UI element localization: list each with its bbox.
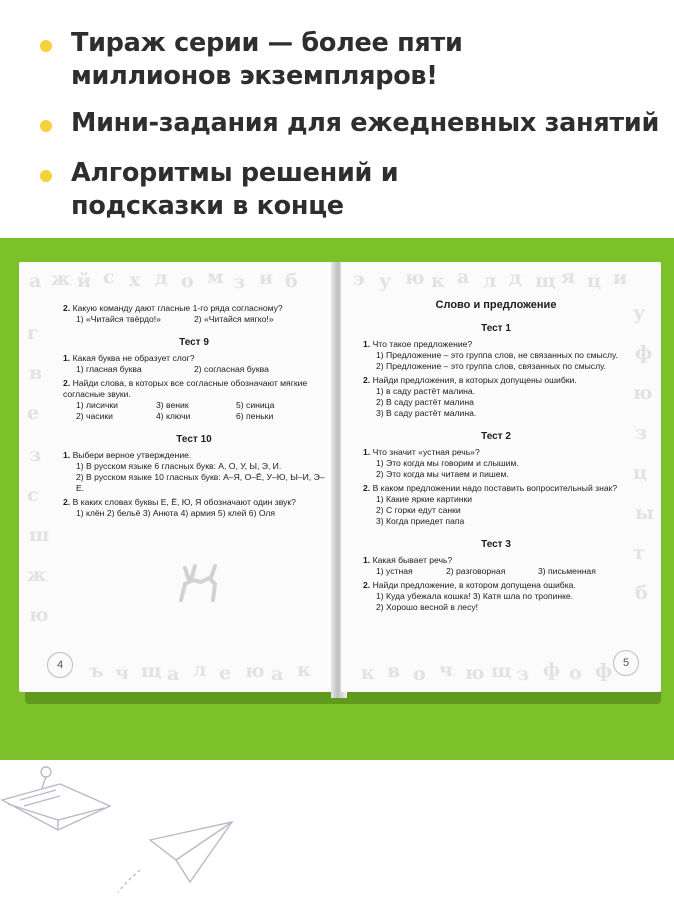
paper-plane-icon [118,822,232,892]
deco-letter-icon: д [155,267,168,289]
deco-letter-icon: ф [635,342,653,364]
deco-letter-icon: б [285,270,298,292]
deco-letter-icon: у [379,270,392,292]
question-text: Найди предложения, в которых допущены ошибки. [372,375,577,385]
deco-letter-icon: о [181,270,194,292]
answer-option: 1) Куда убежала кошка! 3) Катя шла по тропинке. [376,591,574,601]
question-text: Какую команду дают гласные 1-го ряда согласному? [72,303,283,313]
deco-letter-icon: ц [633,462,648,484]
deco-letter-icon: ж [27,564,47,586]
deco-letter-icon: г [27,322,39,344]
deco-letter-icon: к [361,662,375,684]
deco-letter-icon: о [413,663,426,685]
answer-option: 4) ключи [156,411,191,421]
answer-option: 2) часики [76,411,113,421]
question-1: 1. Что значит «устная речь»? [363,447,480,457]
question-text: Какая бывает речь? [372,555,453,565]
footer-doodle-layer [0,760,674,899]
deco-letter-icon: ъ [89,660,104,682]
deco-letter-icon: х [129,269,141,291]
answer-option: 2) В русском языке 10 гласных букв: А–Я, О–Ё, У–Ю, Ы–И, Э–Е. [76,472,325,493]
deco-letter-icon: ю [405,267,425,289]
answer-option: 1) Это когда мы говорим и слышим. [376,458,519,468]
deco-letter-icon: к [431,270,445,292]
deco-letter-icon: о [569,662,582,684]
deco-letter-icon: з [635,422,648,444]
feature-list [0,0,674,238]
question-1: 1. Что такое предложение? [363,339,473,349]
feature-item [40,27,611,93]
deco-letter-icon: б [635,582,648,604]
tack-icon [41,767,51,788]
test-heading: Тест 10 [176,434,212,445]
question-2: 2. Какую команду дают гласные 1-го ряда согласному? [63,303,283,313]
deco-letter-icon: е [219,662,232,684]
deco-letter-icon: ы [635,502,655,524]
deco-letter-icon: к [297,659,311,681]
deco-letter-icon: й [77,270,92,292]
deco-letter-icon: в [387,660,401,682]
deco-letter-icon: щ [141,660,162,682]
deco-letter-icon: т [633,542,645,564]
open-book [19,262,661,704]
deco-letter-icon: ю [245,660,265,682]
left-page-content [63,300,325,519]
deco-letter-icon: а [29,270,42,292]
deco-letter-icon: ю [465,662,485,684]
deco-letter-icon: ю [29,604,49,626]
left-page [19,262,337,692]
deco-letter-icon: д [509,267,522,289]
answer-option: 1) Предложение – это группа слов, не связанных по смыслу. [376,350,618,360]
test-heading: Тест 1 [481,323,511,334]
answer-option: 1) лисички [76,400,118,410]
question-text: Выбери верное утверждение. [72,450,192,460]
answer-option: 1) гласная буква [76,364,142,374]
footer-doodles [0,760,674,899]
right-page-content [363,300,629,613]
answer-option: 1) в саду растёт малина. [376,386,476,396]
deer-doodle-icon [171,560,231,608]
deco-letter-icon: щ [535,270,556,292]
feature-item [40,107,659,140]
test-heading: Тест 2 [481,431,511,442]
feature-text: Мини-задания для ежедневных занятий [71,108,660,138]
question-text: Найди предложение, в котором допущена ошибка. [372,580,576,590]
deco-letter-icon: я [561,266,576,288]
answer-option: 3) В саду растёт малина. [376,408,477,418]
answer-option: 3) веник [156,400,189,410]
deco-letter-icon: щ [491,660,512,682]
answer-option: 3) письменная [538,566,596,576]
answer-row [63,364,325,375]
deco-letter-icon: з [29,444,42,466]
deco-letter-icon: ф [595,660,613,682]
deco-letter-icon: ф [543,659,561,681]
deco-letter-icon: е [27,402,40,424]
deco-letter-icon: а [167,663,180,685]
deco-letter-icon: ц [587,270,602,292]
answer-option: 2) С горки едут санки [376,505,461,515]
deco-letter-icon: ш [29,524,50,546]
question-text: Какая буква не образует слог? [72,353,195,363]
question-text: Найди слова, в которых все согласные обозначают мягкие согласные звуки. [63,378,308,399]
test-heading: Тест 3 [481,539,511,550]
question-2: 2. В каком предложении надо поставить вопросительный знак? [363,483,618,493]
page-number-right: 5 [613,650,639,676]
deco-letter-icon: л [193,659,207,681]
question-1: 1. Выбери верное утверждение. [63,450,192,460]
answer-option: 3) Когда приедет папа [376,516,465,526]
bullet-dot-icon [40,120,52,132]
deco-letter-icon: с [103,266,115,288]
answer-option: 1) В русском языке 6 гласных букв: А, О, У, Ы, Э, И. [76,461,282,471]
question-1: 1. Какая буква не образует слог? [63,353,195,363]
question-1: 1. Какая бывает речь? [363,555,453,565]
answer-option: 1) клён 2) бельё 3) Анюта 4) армия 5) клей 6) Оля [76,508,276,518]
answer-option: 6) пеньки [236,411,274,421]
answer-option: 2) Это когда мы читаем и пишем. [376,469,509,479]
answer-option: 5) синица [236,400,275,410]
answer-row [63,400,325,411]
question-2: 2. Найди предложение, в котором допущена ошибка. [363,580,576,590]
answer-option: 2) Хорошо весной в лесу! [376,602,479,612]
feature-text: Тираж серии — более пяти миллионов экземпляров! [71,28,463,91]
feature-text: Алгоритмы решений и подсказки в конце [71,158,399,221]
deco-letter-icon: а [271,663,284,685]
answer-option: 2) «Читайся мягко!» [194,314,274,324]
question-2: 2. В каких словах буквы Е, Ё, Ю, Я обозначают один звук? [63,497,296,507]
deco-letter-icon: ю [633,382,653,404]
question-text: В каких словах буквы Е, Ё, Ю, Я обозначают один звук? [72,497,296,507]
deco-letter-icon: з [233,271,246,293]
notebook-icon [2,784,110,830]
question-text: Что такое предложение? [372,339,473,349]
answer-row [363,566,629,577]
answer-option: 1) устная [376,566,413,576]
deco-letter-icon: у [633,302,646,324]
deco-letter-icon: с [27,484,39,506]
answer-option: 1) «Читайся твёрдо!» [76,314,161,324]
answer-option: 2) разговорная [446,566,506,576]
bullet-dot-icon [40,170,52,182]
right-page [341,262,661,692]
deco-letter-icon: и [259,267,274,289]
deco-letter-icon: м [207,266,224,288]
answer-option: 2) согласная буква [194,364,269,374]
answer-option: 2) Предложение – это группа слов, связанных по смыслу. [376,361,606,371]
deco-letter-icon: и [613,267,628,289]
deco-letter-icon: а [457,266,470,288]
deco-letter-icon: ч [115,662,129,684]
deco-letter-icon: в [29,362,43,384]
feature-item [40,157,551,223]
page-title: Слово и предложение [435,299,557,311]
answer-row [63,411,325,422]
answer-option: 2) В саду растёт малина [376,397,474,407]
question-2: 2. Найди слова, в которых все согласные обозначают мягкие согласные звуки. [63,378,308,399]
answer-option: 1) Какие яркие картинки [376,494,473,504]
page-number-left: 4 [47,652,73,678]
question-text: В каком предложении надо поставить вопросительный знак? [372,483,618,493]
deco-letter-icon: ж [51,268,71,290]
bullet-dot-icon [40,40,52,52]
answer-row [63,314,325,325]
test-heading: Тест 9 [179,337,209,348]
deco-letter-icon: ч [439,659,453,681]
deco-letter-icon: з [517,663,530,685]
deco-letter-icon: л [483,270,497,292]
question-2: 2. Найди предложения, в которых допущены ошибки. [363,375,577,385]
deco-letter-icon: э [353,268,365,290]
question-text: Что значит «устная речь»? [372,447,480,457]
